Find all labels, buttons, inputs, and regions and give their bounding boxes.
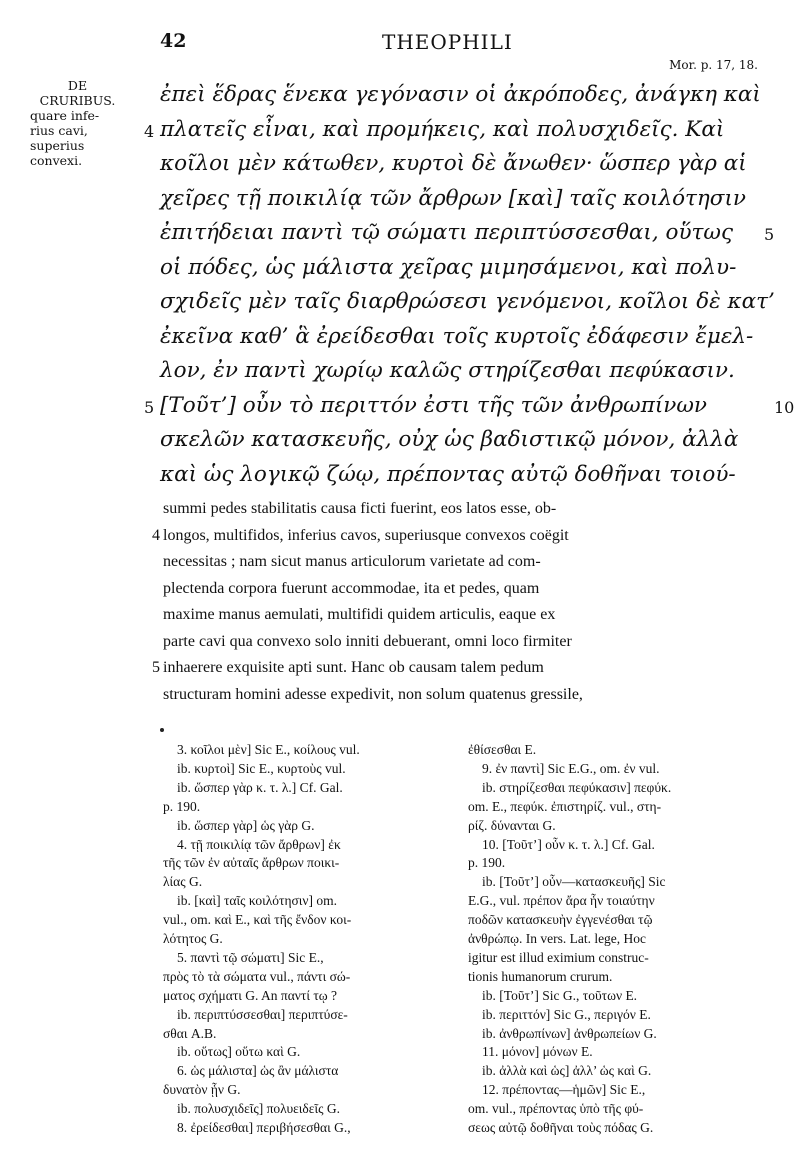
greek-line: κοῖλοι μὲν κάτωθεν, κυρτοὶ δὲ ἄνωθεν· ὥσπερ γὰρ αἱ: [160, 151, 747, 176]
note-line: ib. [Τοῦτ’] οὖν—κατασκευῆς] Sic: [482, 874, 666, 890]
note-line: ib. πολυσχιδεῖς] πολυειδεῖς G.: [177, 1101, 340, 1117]
greek-line: σχιδεῖς μὲν ταῖς διαρθρώσεσι γενόμενοι, κοῖλοι δὲ κατ’: [160, 289, 775, 314]
greek-line: σκελῶν κατασκευῆς, οὐχ ὡς βαδιστικῷ μόνον, ἀλλὰ: [160, 427, 739, 452]
note-line: om. vul., πρέποντας ὑπὸ τῆς φύ-: [468, 1101, 644, 1117]
note-line: ib. περιττόν] Sic G., περιγόν E.: [482, 1006, 651, 1022]
page-number: 42: [160, 30, 187, 52]
latin-line: plectenda corpora fuerunt accommodae, ita et pedes, quam: [163, 579, 540, 597]
note-line: ib. ὥσπερ γὰρ κ. τ. λ.] Cf. Gal.: [177, 779, 343, 795]
note-line: 6. ὡς μάλιστα] ὡς ἂν μάλιστα: [177, 1063, 339, 1079]
greek-line: καὶ ὡς λογικῷ ζώῳ, πρέποντας αὐτῷ δοθῆναι τοιού-: [160, 461, 736, 487]
morel-reference: Mor. p. 17, 18.: [669, 58, 758, 72]
running-title: THEOPHILI: [382, 30, 513, 54]
latin-line: maxime manus aemulati, multifidi quidem articulis, eaque ex: [163, 606, 556, 623]
note-line: ib. οὕτως] οὕτω καὶ G.: [177, 1044, 301, 1060]
sidenote-line: DE: [67, 78, 88, 93]
note-line: ποδῶν κατασκευὴν ἐγγενέσθαι τῷ: [468, 912, 653, 928]
note-line: ib. ἀλλὰ καὶ ὡς] ἀλλ’ ὡς καὶ G.: [482, 1063, 652, 1079]
note-line: ib. στηρίζεσθαι πεφύκασιν] πεφύκ.: [482, 779, 672, 795]
note-line: ματος σχήματι G. An παντί τῳ ?: [163, 987, 338, 1003]
sidenote-line: convexi.: [30, 153, 83, 168]
note-line: σεως αὐτῷ δοθῆναι τοὺς πόδας G.: [468, 1120, 654, 1135]
note-line: tionis humanorum crurum.: [468, 968, 613, 984]
line-number-right: 10: [774, 397, 795, 417]
note-line: ib. ἀνθρωπίνων] ἀνθρωπείων G.: [482, 1025, 657, 1041]
note-line: 12. πρέποντας—ἡμῶν] Sic E.,: [482, 1082, 646, 1098]
note-line: 5. παντὶ τῷ σώματι] Sic E.,: [177, 949, 324, 965]
note-line: 3. κοῖλοι μὲν] Sic E., κοίλους vul.: [177, 742, 360, 757]
line-number: 4: [152, 526, 160, 544]
note-line: 11. μόνον] μόνων E.: [482, 1044, 593, 1060]
greek-line: [Τοῦτ’] οὖν τὸ περιττόν ἐστι τῆς τῶν ἀνθρωπίνων: [160, 392, 707, 418]
margin-sidenote: [30, 78, 125, 168]
greek-line: χεῖρες τῇ ποικιλίᾳ τῶν ἄρθρων [καὶ] ταῖς κοιλότησιν: [160, 185, 746, 211]
greek-line: λον, ἐν παντὶ χωρίῳ καλῶς στηρίζεσθαι πεφύκασιν.: [160, 358, 735, 383]
note-line: πρὸς τὸ τὰ σώματα vul., πάντι σώ-: [163, 968, 351, 984]
greek-line: ἐπιτήδειαι παντὶ τῷ σώματι περιπτύσσεσθαι, οὕτως: [160, 220, 734, 245]
note-line: ib. [Τοῦτ’] Sic G., τοῦτων E.: [482, 987, 638, 1003]
greek-line: ἐπεὶ ἕδρας ἕνεκα γεγόνασιν οἱ ἀκρόποδες, ἀνάγκη καὶ: [160, 82, 761, 107]
note-line: 10. [Τοῦτ’] οὖν κ. τ. λ.] Cf. Gal.: [482, 836, 655, 852]
note-line: E.G., vul. πρέπον ἄρα ἦν τοιαύτην: [468, 893, 655, 909]
latin-line: structuram homini adesse expedivit, non solum quatenus gressile,: [163, 685, 583, 703]
note-line: igitur est illud eximium construc-: [468, 949, 649, 965]
line-number-right: 5: [764, 225, 775, 244]
note-line: p. 190.: [163, 798, 201, 814]
note-line: σθαι A.B.: [163, 1025, 217, 1041]
greek-line: οἱ πόδες, ὡς μάλιστα χεῖρας μιμησάμενοι, καὶ πολυ-: [160, 254, 737, 280]
note-line: τῆς τῶν ἐν αὐταῖς ἄρθρων ποικι-: [163, 855, 340, 871]
greek-line: ἐκεῖνα καθ’ ἃ ἐρείδεσθαι τοῖς κυρτοῖς ἐδάφεσιν ἔμελ-: [160, 323, 754, 349]
latin-line: longos, multifidos, inferius cavos, superiusque convexos coëgit: [163, 526, 569, 544]
note-line: 4. τῇ ποικιλίᾳ τῶν ἄρθρων] ἐκ: [177, 836, 341, 852]
latin-line: parte cavi qua convexo solo inniti debuerant, omni loco firmiter: [163, 632, 572, 650]
note-line: 8. ἐρείδεσθαι] περιβήσεσθαι G.,: [177, 1120, 351, 1135]
note-line: vul., om. καὶ E., καὶ τῆς ἔνδον κοι-: [163, 912, 352, 928]
note-line: ρίζ. δύνανται G.: [468, 817, 556, 833]
sidenote-line: quare infe-: [30, 108, 100, 123]
note-line: ib. ὥσπερ γὰρ] ὡς γὰρ G.: [177, 817, 315, 833]
line-number: 5: [144, 397, 155, 417]
note-line: p. 190.: [468, 855, 506, 871]
running-head: [0, 30, 800, 60]
note-line: δυνατὸν ᾖν G.: [163, 1082, 241, 1098]
note-line: ib. περιπτύσσεσθαι] περιπτύσε-: [177, 1006, 348, 1022]
note-line: 9. ἐν παντὶ] Sic E.G., om. ἐν vul.: [482, 760, 660, 776]
note-line: om. E., πεφύκ. ἐπιστηρίζ. vul., στη-: [468, 798, 662, 814]
greek-line: πλατεῖς εἶναι, καὶ προμήκεις, καὶ πολυσχιδεῖς. Καὶ: [160, 116, 725, 142]
note-line: ἀνθρώπῳ. In vers. Lat. lege, Hoc: [468, 931, 647, 946]
line-number: 4: [144, 121, 155, 141]
note-line: ib. κυρτοὶ] Sic E., κυρτοὺς vul.: [177, 760, 346, 776]
note-line: λίας G.: [163, 874, 203, 890]
latin-line: inhaerere exquisite apti sunt. Hanc ob causam talem pedum: [163, 659, 544, 676]
note-line: ib. [καὶ] ταῖς κοιλότησιν] om.: [177, 893, 338, 909]
sidenote-line: rius cavi,: [30, 123, 88, 138]
line-number: 5: [152, 659, 160, 676]
latin-line: necessitas ; nam sicut manus articulorum varietate ad com-: [163, 553, 541, 570]
note-line: λότητος G.: [163, 931, 223, 946]
sidenote-line: CRURIBUS.: [39, 93, 116, 108]
latin-line: summi pedes stabilitatis causa ficti fuerint, eos latos esse, ob-: [163, 500, 557, 517]
notes-divider: [160, 728, 164, 732]
note-line: ἐθίσεσθαι E.: [468, 742, 537, 757]
sidenote-line: superius: [30, 138, 85, 153]
